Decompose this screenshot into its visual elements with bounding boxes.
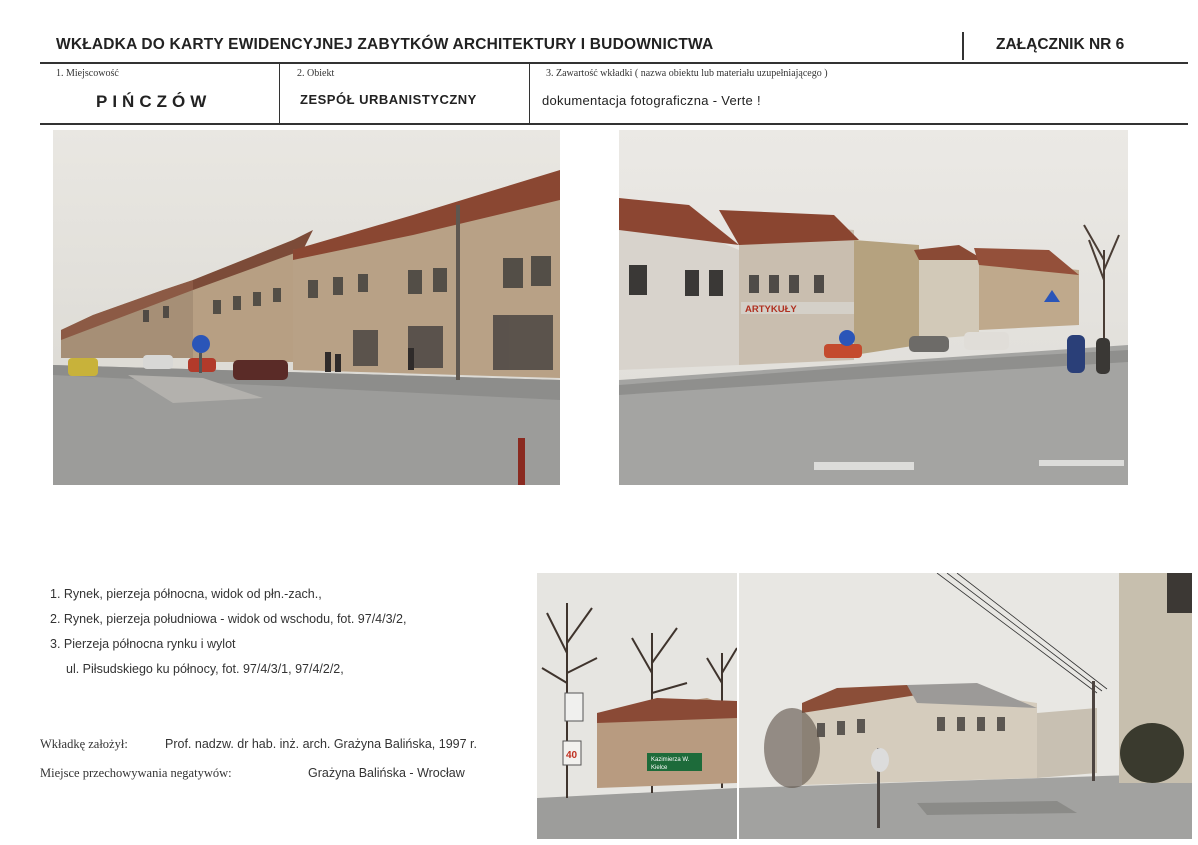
photo-piłsudskiego-street-panorama bbox=[537, 573, 1192, 839]
photo-3-road-sign: Kazimierza W. bbox=[651, 757, 690, 763]
photo-3-road-sign-2: Kielce bbox=[651, 765, 668, 771]
caption-2: 2. Rynek, pierzeja południowa - widok od wschodu, fot. 97/4/3/2, bbox=[50, 612, 407, 626]
field-divider-2 bbox=[529, 64, 530, 123]
location-label: 1. Miejscowość bbox=[56, 68, 119, 79]
photo-3-speed-sign: 40 bbox=[566, 750, 578, 761]
object-value: ZESPÓŁ URBANISTYCZNY bbox=[300, 92, 477, 107]
contents-value: dokumentacja fotograficzna - Verte ! bbox=[542, 93, 761, 108]
form-title: WKŁADKA DO KARTY EWIDENCYJNEJ ZABYTKÓW ARCHITEKTURY I BUDOWNICTWA bbox=[56, 36, 714, 53]
caption-3: 3. Pierzeja północna rynku i wylot bbox=[50, 637, 236, 651]
founder-value: Prof. nadzw. dr hab. inż. arch. Grażyna Balińska, 1997 r. bbox=[165, 737, 477, 751]
header-rule-bottom bbox=[40, 123, 1188, 125]
contents-label: 3. Zawartość wkładki ( nazwa obiektu lub materiału uzupełniającego ) bbox=[546, 68, 828, 79]
field-divider-1 bbox=[279, 64, 280, 123]
photo-north-frontage bbox=[53, 130, 560, 485]
object-label: 2. Obiekt bbox=[297, 68, 335, 79]
storage-value: Grażyna Balińska - Wrocław bbox=[308, 766, 465, 780]
annex-number: ZAŁĄCZNIK NR 6 bbox=[996, 36, 1125, 53]
founder-label: Wkładkę założył: bbox=[40, 737, 128, 751]
caption-3-continued: ul. Piłsudskiego ku północy, fot. 97/4/3/1, 97/4/2/2, bbox=[66, 662, 344, 676]
caption-1: 1. Rynek, pierzeja północna, widok od płn.-zach., bbox=[50, 587, 322, 601]
photo-south-frontage bbox=[619, 130, 1128, 485]
location-value: PIŃCZÓW bbox=[96, 92, 212, 111]
photo-2-shop-sign: ARTYKUŁY bbox=[745, 304, 797, 315]
header-divider bbox=[962, 32, 964, 60]
storage-label: Miejsce przechowywania negatywów: bbox=[40, 766, 232, 780]
header-rule-top bbox=[40, 62, 1188, 64]
